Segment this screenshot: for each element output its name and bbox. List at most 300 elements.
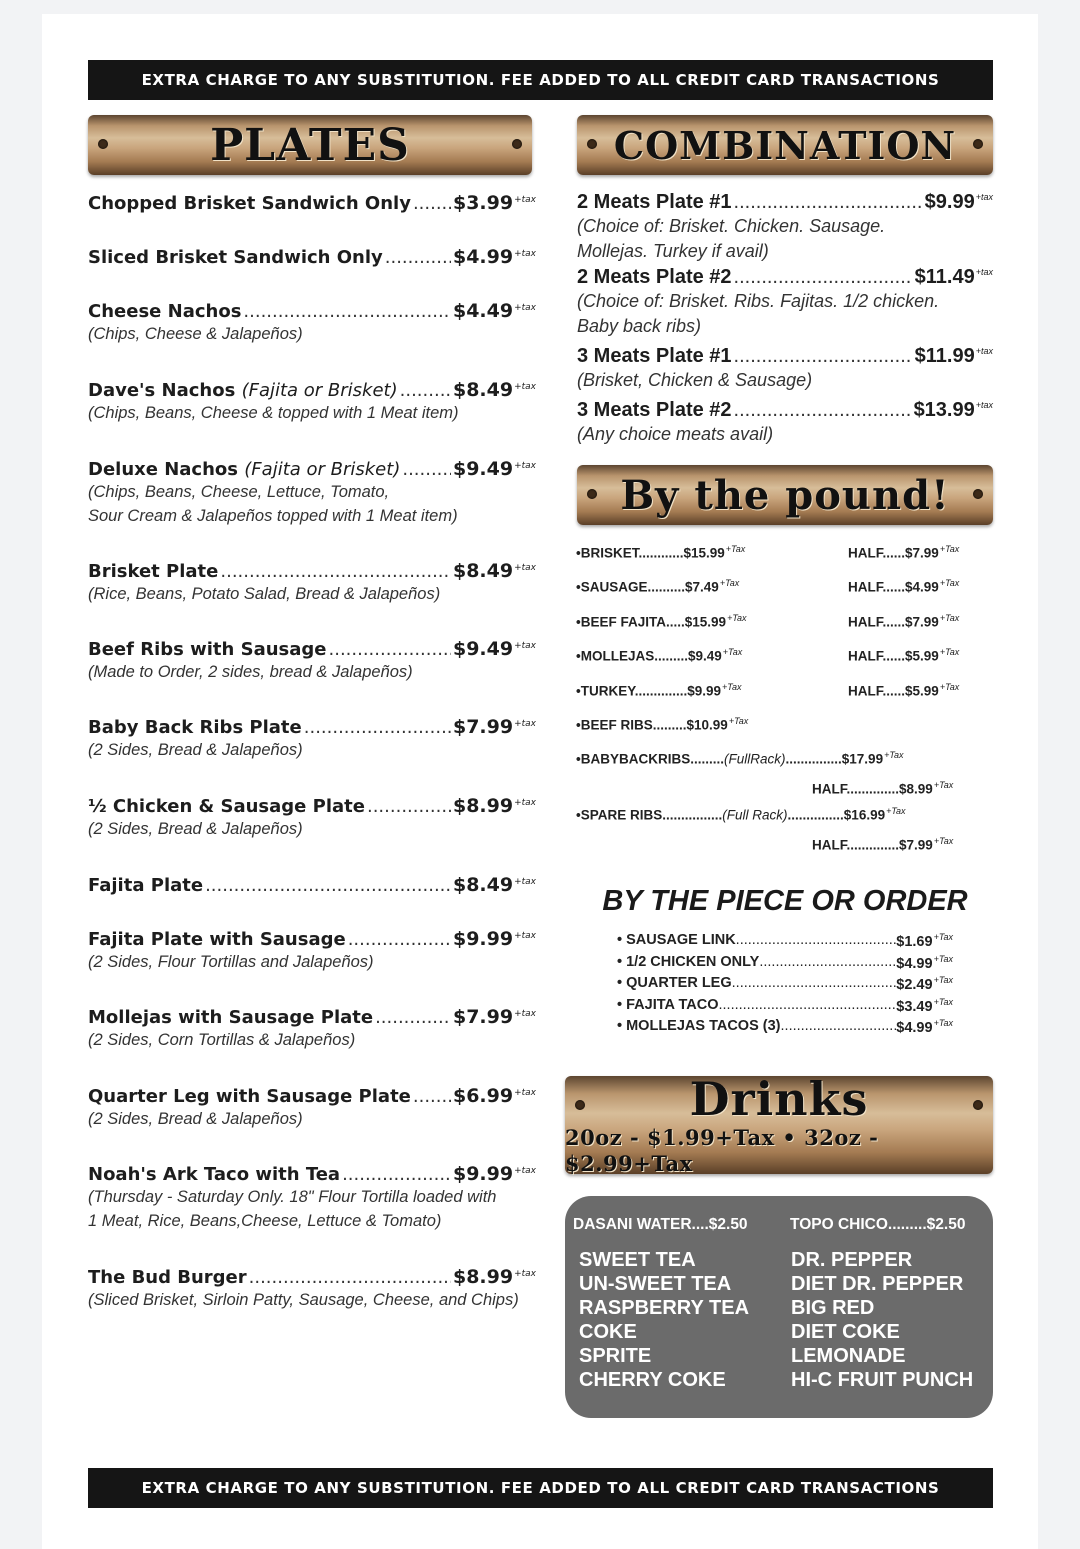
drink-item: DIET COKE — [791, 1321, 900, 1343]
piece-price-value: $4.99 — [896, 955, 933, 972]
combo-name: 3 Meats Plate #2 — [577, 399, 732, 421]
plate-item — [88, 638, 536, 684]
plate-name-text: Sliced Brisket Sandwich Only — [88, 247, 383, 268]
piece-price — [896, 975, 953, 993]
tax-mark: +Tax — [933, 953, 953, 964]
half-label: HALF — [848, 614, 883, 630]
combo-price-value: $9.99 — [924, 191, 975, 213]
half-label: HALF — [812, 781, 847, 797]
plate-price — [453, 1006, 536, 1028]
tax-mark: +tax — [514, 194, 536, 205]
tax-mark: +tax — [975, 267, 993, 278]
tax-mark: +Tax — [722, 682, 742, 692]
leader-dots — [249, 1267, 451, 1288]
rack-half-row — [812, 780, 953, 797]
combo-price — [915, 266, 993, 289]
plate-name — [88, 929, 346, 950]
pound-half-row — [848, 578, 959, 595]
plate-price-value: $6.99 — [452, 1085, 514, 1107]
plate-name — [88, 875, 203, 896]
leader-dots — [734, 266, 913, 289]
plate-name-text: Deluxe Nachos — [88, 459, 238, 480]
drinks-box — [565, 1196, 993, 1418]
plate-price-value: $8.99 — [452, 1266, 514, 1288]
pound-item-name: •BEEF RIBS — [576, 717, 653, 733]
combo-price — [925, 191, 993, 214]
half-price: $7.99 — [905, 545, 939, 561]
piece-name: • FAJITA TACO — [617, 996, 719, 1013]
leader-dots — [759, 954, 896, 972]
tax-mark: +Tax — [933, 996, 953, 1007]
drinks-left-column — [579, 1248, 749, 1392]
plate-price-value: $8.49 — [452, 560, 514, 582]
half-price: $5.99 — [905, 648, 939, 664]
pound-row — [576, 613, 747, 630]
rack-note: (FullRack) — [724, 751, 786, 767]
drink-item: DIET DR. PEPPER — [791, 1273, 964, 1295]
leader-dots: ...... — [882, 648, 906, 664]
tax-mark: +Tax — [939, 578, 960, 588]
tax-mark: +Tax — [722, 647, 743, 657]
plate-name-text: ½ Chicken & Sausage Plate — [88, 796, 365, 817]
piece-row — [617, 932, 953, 950]
tax-mark: +Tax — [939, 613, 960, 623]
pound-row — [576, 647, 742, 664]
rack-price: $16.99 — [843, 807, 886, 823]
tax-mark: +tax — [514, 876, 536, 887]
plate-name — [88, 301, 241, 322]
tax-mark: +Tax — [719, 578, 740, 588]
drink-item: CHERRY COKE — [579, 1369, 726, 1391]
drink-item: BIG RED — [791, 1297, 875, 1319]
leader-dots: ................ — [662, 807, 723, 823]
plate-line — [88, 246, 536, 268]
plate-item — [88, 874, 536, 896]
leader-dots — [205, 875, 451, 896]
pound-item-name: •BRISKET — [576, 545, 639, 561]
combo-item — [577, 345, 993, 393]
rack-row — [576, 806, 906, 823]
piece-price — [896, 954, 953, 972]
combo-description: (Choice of: Brisket. Ribs. Fajitas. 1/2 chicken. — [577, 291, 940, 311]
plate-line — [88, 638, 536, 660]
plate-description: (Chips, Cheese & Jalapeños) — [88, 325, 303, 343]
combo-item — [577, 191, 993, 264]
plate-name — [88, 1086, 411, 1107]
piece-price — [896, 1018, 953, 1036]
plate-line — [88, 716, 536, 738]
pound-half-row — [848, 613, 959, 630]
plate-line — [88, 1085, 536, 1107]
plate-description: (Chips, Beans, Cheese, Lettuce, Tomato, — [88, 483, 390, 501]
leader-dots — [734, 345, 913, 368]
plate-line — [88, 928, 536, 950]
tax-mark: +Tax — [933, 1018, 953, 1028]
tax-mark: +Tax — [933, 975, 953, 985]
pound-item-name: •BEEF FAJITA — [576, 614, 666, 630]
plate-price-value: $9.99 — [452, 928, 514, 950]
drink-item: SPRITE — [579, 1345, 652, 1367]
drink-item: RASPBERRY TEA — [579, 1297, 750, 1319]
tax-mark: +tax — [514, 248, 536, 259]
tax-mark: +Tax — [725, 544, 746, 554]
leader-dots: .......... — [647, 579, 686, 595]
tax-mark: +Tax — [727, 613, 747, 623]
plate-name — [88, 1267, 247, 1288]
plate-name-text: Beef Ribs with Sausage — [88, 639, 327, 660]
plate-name-text: Quarter Leg with Sausage Plate — [88, 1086, 411, 1107]
plate-description-2: Sour Cream & Jalapeños topped with 1 Meat item) — [88, 507, 458, 525]
combo-line — [577, 191, 993, 214]
combination-header — [577, 115, 993, 175]
drinks-header — [565, 1072, 993, 1176]
leader-dots: ......... — [652, 717, 687, 733]
plate-item — [88, 1085, 536, 1131]
pound-half-row — [848, 682, 959, 699]
leader-dots — [385, 247, 451, 268]
piece-price-value: $3.49 — [896, 998, 933, 1015]
leader-dots — [413, 1086, 451, 1107]
plate-line — [88, 1006, 536, 1028]
tax-mark: +tax — [514, 302, 536, 313]
plate-line — [88, 560, 536, 582]
piece-price — [896, 997, 953, 1015]
rack-note: (Full Rack) — [722, 807, 788, 823]
tax-mark: +Tax — [933, 780, 954, 790]
plate-line — [88, 300, 536, 322]
piece-price-value: $2.49 — [896, 976, 933, 993]
pound-item-name: •SAUSAGE — [576, 579, 648, 595]
plate-price-value: $7.99 — [452, 1006, 514, 1028]
piece-name: • QUARTER LEG — [617, 975, 732, 991]
rack-item-name: •BABYBACKRIBS — [576, 751, 691, 767]
plate-item — [88, 300, 536, 346]
combo-description-2: Mollejas. Turkey if avail) — [577, 241, 769, 261]
leader-dots — [304, 717, 451, 738]
drink-item: COKE — [579, 1321, 637, 1343]
plate-name-text: Mollejas with Sausage Plate — [88, 1007, 374, 1028]
tax-mark: +Tax — [939, 544, 960, 554]
piece-row — [617, 975, 953, 993]
leader-dots: ...... — [882, 545, 906, 561]
leader-dots: ............... — [787, 807, 844, 823]
plate-price-value: $4.49 — [452, 300, 514, 322]
tax-mark: +tax — [514, 1008, 536, 1019]
plate-item — [88, 1006, 536, 1052]
leader-dots — [375, 1007, 451, 1028]
plates-title: PLATES — [210, 119, 410, 171]
plate-description: (2 Sides, Bread & Jalapeños) — [88, 1110, 303, 1128]
plate-name — [88, 459, 400, 480]
plate-price — [453, 560, 536, 582]
plate-line — [88, 795, 536, 817]
combo-price-value: $11.99 — [914, 345, 975, 367]
leader-dots — [367, 796, 451, 817]
plate-name-text: Fajita Plate with Sausage — [88, 929, 346, 950]
tax-mark: +tax — [514, 1268, 536, 1279]
plate-name — [88, 247, 383, 268]
leader-dots: .............. — [634, 683, 688, 699]
drink-item: SWEET TEA — [579, 1249, 696, 1271]
plate-name-text: The Bud Burger — [88, 1267, 247, 1288]
pound-half-row — [848, 544, 959, 561]
tax-mark: +tax — [975, 400, 993, 411]
half-label: HALF — [848, 545, 883, 561]
combo-line — [577, 399, 993, 422]
notice-banner-top: EXTRA CHARGE TO ANY SUBSTITUTION. FEE ADDED TO ALL CREDIT CARD TRANSACTIONS — [88, 60, 993, 100]
plate-item — [88, 379, 536, 425]
plate-description: (Chips, Beans, Cheese & topped with 1 Meat item) — [88, 404, 459, 422]
tax-mark: +tax — [514, 1087, 536, 1098]
piece-name: • SAUSAGE LINK — [617, 932, 736, 948]
plate-name — [88, 380, 398, 401]
plate-price — [453, 192, 536, 214]
plate-price-value: $8.49 — [452, 874, 514, 896]
leader-dots — [342, 1164, 451, 1185]
rack-row — [576, 750, 904, 767]
leader-dots — [736, 932, 897, 950]
pound-row — [576, 716, 748, 733]
combo-price-value: $13.99 — [913, 399, 975, 421]
plate-price — [453, 795, 536, 817]
plate-price-value: $8.99 — [452, 795, 514, 817]
rack-item-name: •SPARE RIBS — [576, 807, 663, 823]
drink-item: DR. PEPPER — [791, 1249, 913, 1271]
plate-price-value: $3.99 — [452, 192, 514, 214]
plate-item — [88, 560, 536, 606]
tax-mark: +tax — [514, 381, 536, 392]
combo-price — [915, 345, 993, 368]
combo-item — [577, 266, 993, 339]
plate-description: (2 Sides, Flour Tortillas and Jalapeños) — [88, 953, 374, 971]
plate-name-text: Dave's Nachos — [88, 380, 236, 401]
combo-name: 3 Meats Plate #1 — [577, 345, 732, 367]
tax-mark: +tax — [975, 192, 993, 203]
leader-dots — [781, 1018, 897, 1036]
plate-name — [88, 717, 302, 738]
rack-half-row — [812, 836, 953, 853]
plate-price-value: $8.49 — [452, 379, 514, 401]
plate-name-text: Brisket Plate — [88, 561, 219, 582]
leader-dots: ..... — [666, 614, 685, 630]
tax-mark: +Tax — [728, 716, 749, 726]
plate-line — [88, 874, 536, 896]
tax-mark: +tax — [514, 640, 536, 651]
plate-line — [88, 458, 536, 480]
plate-name — [88, 796, 365, 817]
combo-line — [577, 345, 993, 368]
leader-dots: ...... — [882, 614, 906, 630]
plate-price — [453, 874, 536, 896]
tax-mark: +tax — [514, 562, 536, 573]
drink-item: UN-SWEET TEA — [579, 1273, 732, 1295]
piece-name: • 1/2 CHICKEN ONLY — [617, 953, 760, 970]
plate-name-text: Noah's Ark Taco with Tea — [88, 1164, 341, 1185]
plate-name — [88, 561, 218, 582]
plate-name-text: Baby Back Ribs Plate — [88, 717, 302, 738]
half-price: $8.99 — [899, 781, 933, 797]
plate-price — [453, 928, 536, 950]
leader-dots: ...... — [882, 683, 906, 699]
plate-name-text: Fajita Plate — [88, 875, 204, 896]
plate-price — [453, 246, 536, 268]
plate-name — [88, 639, 327, 660]
combination-title: COMBINATION — [613, 122, 957, 168]
plate-line — [88, 1266, 536, 1288]
pound-item-price: $15.99 — [683, 545, 725, 561]
plate-description: (2 Sides, Corn Tortillas & Jalapeños) — [88, 1031, 356, 1049]
piece-row — [617, 954, 953, 972]
by-the-pound-title: By the pound! — [620, 471, 950, 519]
plate-item — [88, 1266, 536, 1312]
plate-price-value: $4.99 — [452, 246, 514, 268]
half-price: $7.99 — [899, 837, 933, 853]
pound-item-price: $9.99 — [687, 683, 722, 699]
drink-item: HI-C FRUIT PUNCH — [791, 1369, 974, 1391]
piece-price-value: $1.69 — [896, 933, 933, 950]
leader-dots — [220, 561, 451, 582]
tax-mark: +tax — [514, 718, 536, 729]
half-price: $4.99 — [905, 579, 939, 595]
leader-dots: ......... — [654, 648, 688, 664]
plate-price — [453, 379, 536, 401]
leader-dots — [732, 975, 897, 993]
tax-mark: +Tax — [933, 932, 953, 942]
pound-item-price: $9.49 — [688, 648, 722, 664]
plate-price — [453, 458, 536, 480]
piece-row — [617, 997, 953, 1015]
drinks-right-column — [791, 1248, 973, 1392]
tax-mark: +tax — [514, 930, 536, 941]
plate-item — [88, 192, 536, 214]
combo-name: 2 Meats Plate #1 — [577, 191, 732, 213]
piece-price-value: $4.99 — [896, 1019, 933, 1036]
tax-mark: +tax — [514, 1165, 536, 1176]
plate-name — [88, 1164, 340, 1185]
leader-dots: ............ — [638, 545, 684, 561]
pound-item-price: $15.99 — [684, 614, 727, 630]
plate-item — [88, 1163, 536, 1233]
plate-item — [88, 795, 536, 841]
combo-price — [914, 399, 993, 422]
tax-mark: +Tax — [933, 836, 954, 846]
plate-name — [88, 193, 411, 214]
leader-dots — [348, 929, 451, 950]
plate-name-text: Chopped Brisket Sandwich Only — [88, 193, 411, 214]
by-the-pound-header — [577, 465, 993, 525]
plate-price-value: $9.49 — [452, 638, 514, 660]
plate-price-value: $9.99 — [452, 1163, 514, 1185]
leader-dots: .............. — [846, 781, 900, 797]
pound-item-price: $10.99 — [686, 717, 728, 733]
pound-item-name: •TURKEY — [576, 683, 635, 699]
combo-line — [577, 266, 993, 289]
leader-dots — [402, 459, 451, 480]
plate-line — [88, 379, 536, 401]
tax-mark: +Tax — [939, 682, 960, 692]
leader-dots — [243, 301, 451, 322]
plate-price — [453, 716, 536, 738]
pound-row — [576, 682, 741, 699]
leader-dots — [718, 997, 896, 1015]
leader-dots — [400, 380, 451, 401]
piece-price — [896, 932, 953, 950]
half-label: HALF — [848, 683, 883, 699]
tax-mark: +tax — [975, 346, 993, 357]
plate-line — [88, 1163, 536, 1185]
pound-item-name: •MOLLEJAS — [576, 648, 655, 664]
leader-dots: ...... — [882, 579, 906, 595]
tax-mark: +Tax — [939, 647, 960, 657]
plate-description: (Made to Order, 2 sides, bread & Jalapeños) — [88, 663, 413, 681]
plate-price-value: $9.49 — [452, 458, 514, 480]
plate-price-value: $7.99 — [452, 716, 514, 738]
drinks-title: Drinks — [689, 1072, 869, 1126]
half-price: $5.99 — [905, 683, 939, 699]
dasani-water-price: DASANI WATER....$2.50 — [573, 1216, 748, 1233]
combo-description: (Any choice meats avail) — [577, 424, 774, 444]
plate-name-text: Cheese Nachos — [88, 301, 242, 322]
leader-dots: .............. — [846, 837, 900, 853]
notice-banner-bottom: EXTRA CHARGE TO ANY SUBSTITUTION. FEE ADDED TO ALL CREDIT CARD TRANSACTIONS — [88, 1468, 993, 1508]
drink-item: LEMONADE — [791, 1345, 906, 1367]
leader-dots: ......... — [690, 751, 724, 767]
tax-mark: +tax — [514, 460, 536, 471]
plate-description: (2 Sides, Bread & Jalapeños) — [88, 820, 303, 838]
leader-dots — [734, 399, 912, 422]
plate-item — [88, 458, 536, 528]
half-price: $7.99 — [905, 614, 939, 630]
plate-item — [88, 928, 536, 974]
leader-dots — [734, 191, 923, 214]
tax-mark: +Tax — [884, 750, 904, 760]
drinks-sizes: 20oz - $1.99+Tax • 32oz - $2.99+Tax — [565, 1125, 879, 1176]
half-label: HALF — [848, 579, 883, 595]
plate-description: (Thursday - Saturday Only. 18" Flour Tortilla loaded with — [88, 1188, 497, 1206]
pound-row — [576, 578, 739, 595]
combo-item — [577, 399, 993, 447]
plate-name — [88, 1007, 373, 1028]
plate-price — [453, 1163, 536, 1185]
plate-description: (Rice, Beans, Potato Salad, Bread & Jalapeños) — [88, 585, 441, 603]
combo-name: 2 Meats Plate #2 — [577, 266, 732, 288]
plate-line — [88, 192, 536, 214]
leader-dots: ............... — [785, 751, 842, 767]
combo-description-2: Baby back ribs) — [577, 316, 702, 336]
pound-item-price: $7.49 — [685, 579, 719, 595]
tax-mark: +tax — [514, 797, 536, 808]
rack-price: $17.99 — [841, 751, 884, 767]
plate-price — [453, 1085, 536, 1107]
combo-description: (Brisket, Chicken & Sausage) — [577, 370, 813, 390]
plate-name-note: (Fajita or Brisket) — [241, 380, 398, 401]
pound-half-row — [848, 647, 959, 664]
plate-price — [453, 300, 536, 322]
leader-dots — [413, 193, 451, 214]
topo-chico-price: TOPO CHICO.........$2.50 — [790, 1216, 966, 1233]
combo-description: (Choice of: Brisket. Chicken. Sausage. — [577, 216, 886, 236]
plate-description: (2 Sides, Bread & Jalapeños) — [88, 741, 303, 759]
plate-item — [88, 716, 536, 762]
half-label: HALF — [848, 648, 883, 664]
piece-name: • MOLLEJAS TACOS (3) — [617, 1018, 781, 1034]
plate-name-note: (Fajita or Brisket) — [244, 459, 401, 480]
piece-row — [617, 1018, 953, 1036]
by-the-piece-title: BY THE PIECE OR ORDER — [602, 885, 968, 917]
plates-header — [88, 115, 532, 175]
tax-mark: +Tax — [886, 806, 906, 816]
pound-row — [576, 544, 745, 561]
